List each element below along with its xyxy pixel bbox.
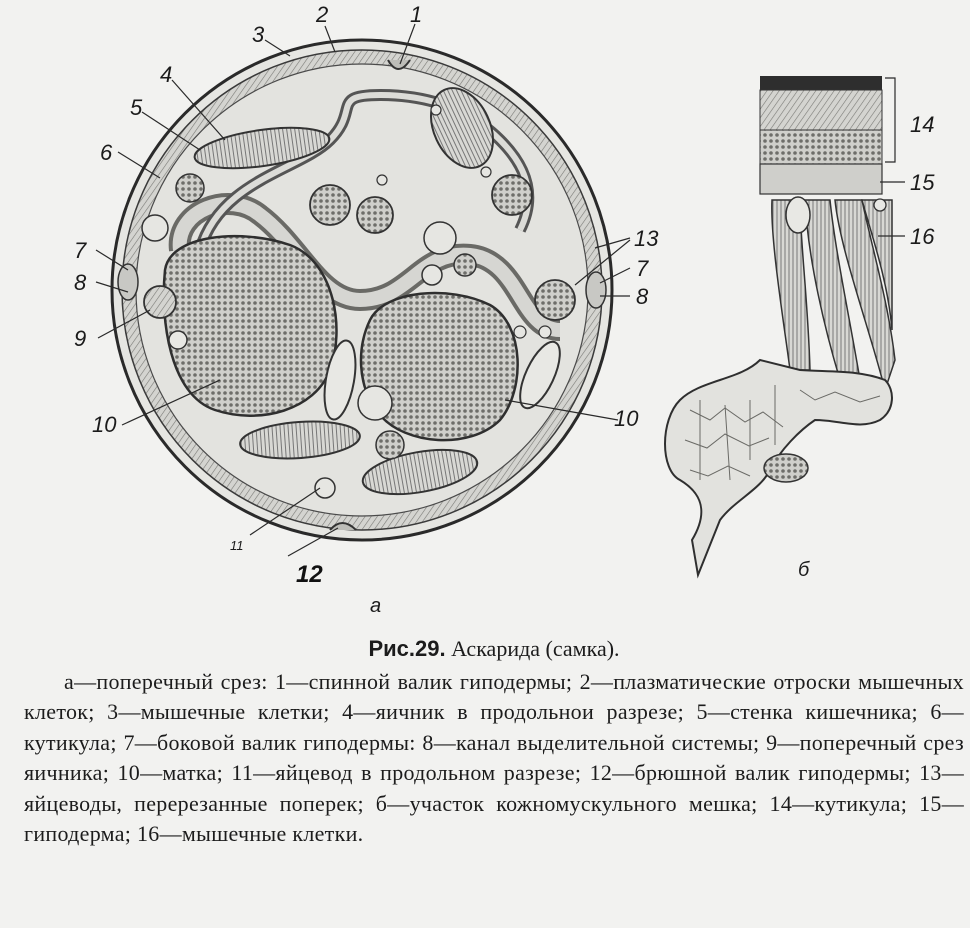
figure-caption [24,634,964,850]
label-2: 2 [316,2,329,27]
label-11: 11 [230,538,244,553]
panel-label-b: б [798,559,810,581]
label-4: 4 [160,62,173,87]
label-13: 13 [634,226,659,251]
hypodermis-layer [760,130,882,164]
label-15: 15 [910,170,935,195]
panel-label-a: а [370,595,382,617]
label-8-right: 8 [636,284,649,309]
label-5: 5 [130,95,143,120]
label-6: 6 [100,140,113,165]
label-10-right: 10 [614,406,639,431]
body-wall-diagram [665,76,905,575]
label-7-right: 7 [636,256,649,281]
lateral-ridge-right [586,272,606,308]
uterus-right [361,293,518,440]
label-9: 9 [74,326,87,351]
figure-number: Рис.29. [368,636,446,661]
label-3: 3 [252,22,265,47]
oviduct-cross-section [535,280,575,320]
figure-title: Аскарида (самка). [451,636,620,661]
cross-section-diagram [112,40,612,540]
cuticle-layer [760,90,882,130]
caption-description: а—поперечный срез: 1—спинной валик гиподермы; 2—плазматические отроски мышечных клеток; 3—мышечные клетки; 4—яичник в продольнои разрезе; 5—стенка кишечника; 6—кутикула; 7—боковой валик гиподермы: 8—канал выделительной системы; 9—поперечный срез яичника; 10—матка; 11—яйцевод в продольном разрезе; 12—брюшной валик гиподермы; 13—яйцеводы, перерезанные поперек; б—участок кожномускульного мешка; 14—кутикула; 15—гиподерма; 16—мышечные клетки. [24,668,964,846]
label-16: 16 [910,224,935,249]
ovary-cross-section [144,286,176,318]
label-8-left: 8 [74,270,87,295]
caption-title [24,634,964,665]
label-12: 12 [296,561,323,588]
cuticle-top-band [760,76,882,90]
uterus-left [164,236,337,416]
label-1: 1 [410,2,423,27]
label-10-left: 10 [92,412,117,437]
label-7-left: 7 [74,238,87,263]
label-14: 14 [910,112,935,137]
